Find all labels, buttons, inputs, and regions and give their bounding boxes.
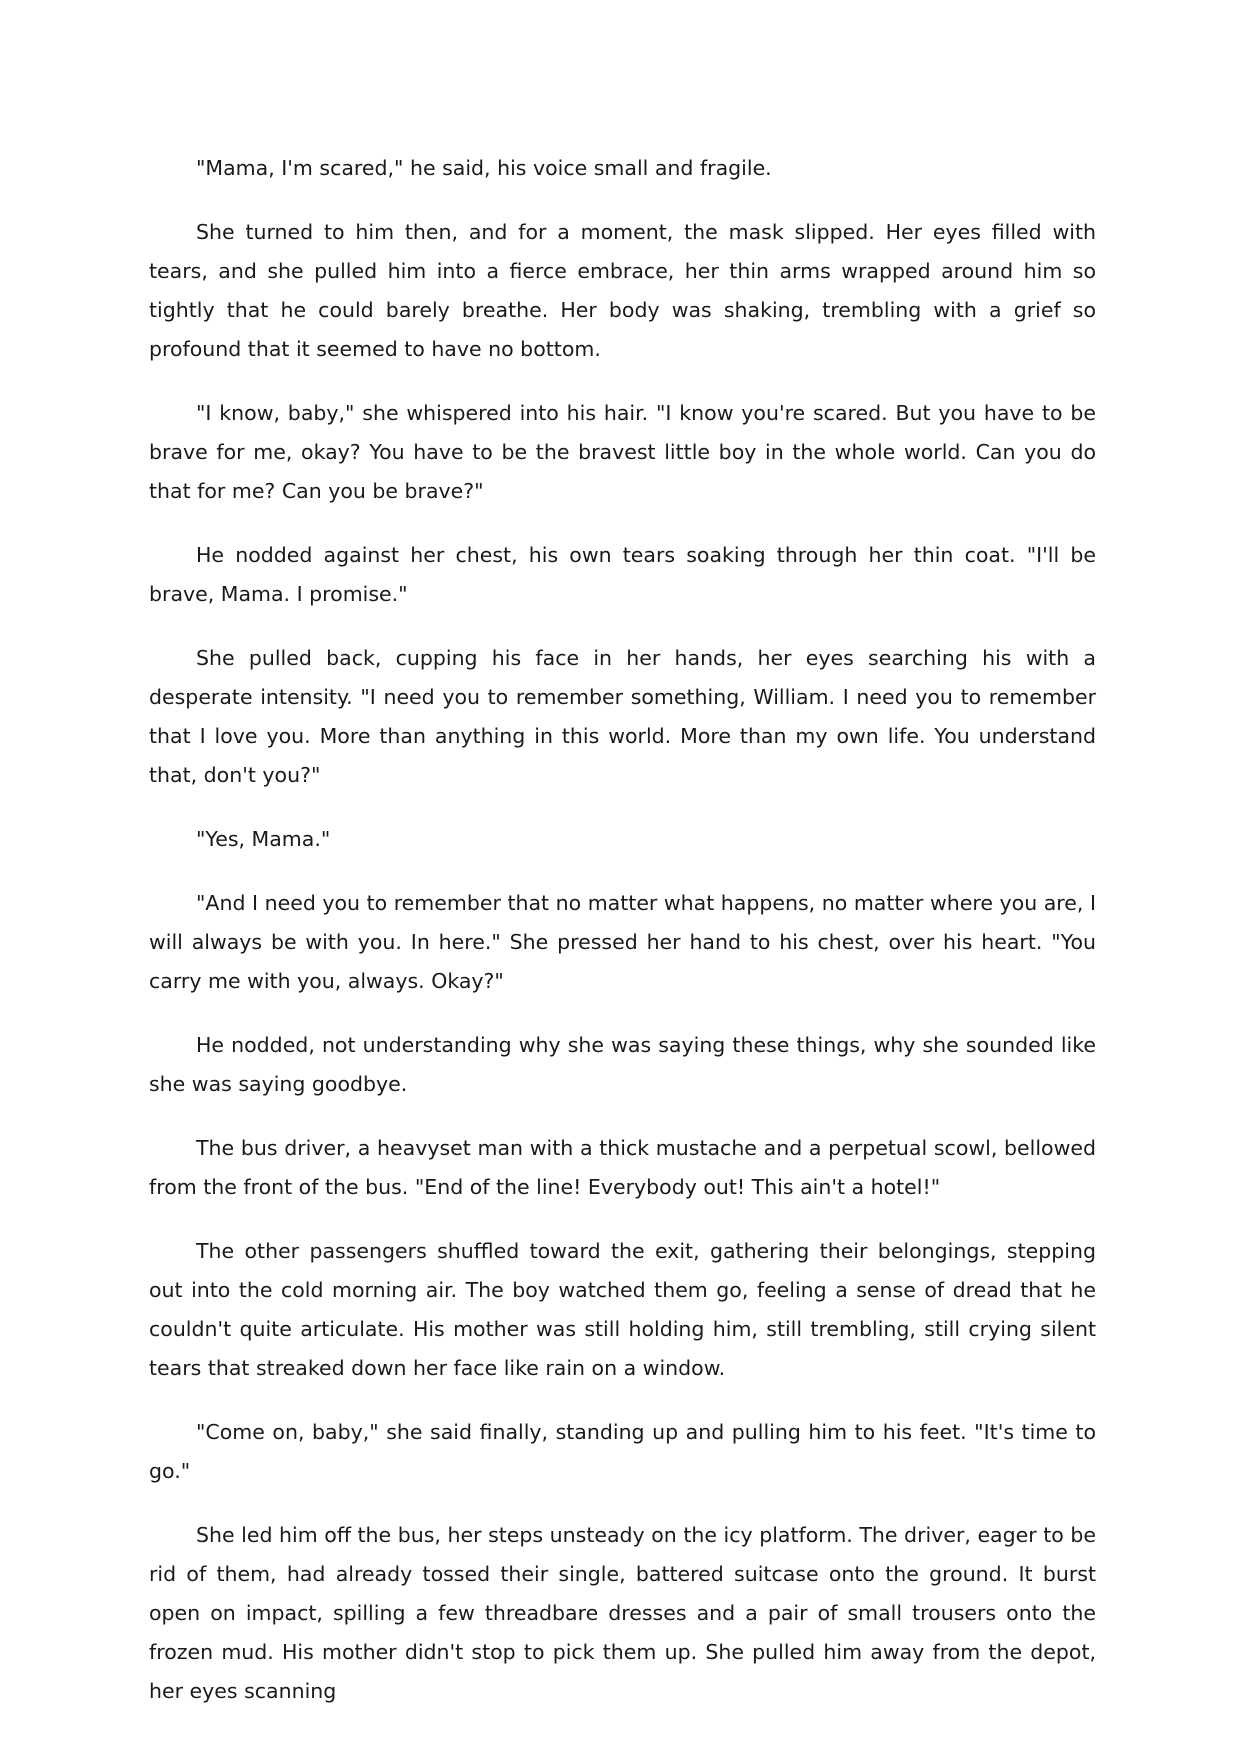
paragraph-10: The other passengers shuffled toward the exit, gathering their belongings, stepping out into the cold morning air. The boy watched them go, feeling a sense of dread that he couldn't quite articulate. His mother was still holding him, still trembling, still crying silent tears that streaked down her face like rain on a window. <box>149 1239 1096 1380</box>
paragraph-7: "And I need you to remember that no matter what happens, no matter where you are, I will always be with you. In here." She pressed her hand to his chest, over his heart. "You carry me with you, always. Okay?" <box>149 891 1096 993</box>
paragraph-2: She turned to him then, and for a moment, the mask slipped. Her eyes filled with tears, and she pulled him into a fierce embrace, her thin arms wrapped around him so tightly that he could barely breathe. Her body was shaking, trembling with a grief so profound that it seemed to have no bottom. <box>149 220 1096 361</box>
paragraph-8: He nodded, not understanding why she was saying these things, why she sounded like she was saying goodbye. <box>149 1033 1096 1096</box>
paragraph-3: "I know, baby," she whispered into his hair. "I know you're scared. But you have to be brave for me, okay? You have to be the bravest little boy in the whole world. Can you do that for me? Can you be brave?" <box>149 401 1096 503</box>
body-text <box>149 149 1096 1711</box>
paragraph-11: "Come on, baby," she said finally, standing up and pulling him to his feet. "It's time to go." <box>149 1420 1096 1483</box>
paragraph-12: She led him off the bus, her steps unsteady on the icy platform. The driver, eager to be rid of them, had already tossed their single, battered suitcase onto the ground. It burst open on impact, spilling a few threadbare dresses and a pair of small trousers onto the frozen mud. His mother didn't stop to pick them up. She pulled him away from the depot, her eyes scanning <box>149 1523 1096 1703</box>
paragraph-6: "Yes, Mama." <box>196 827 331 851</box>
paragraph-1: "Mama, I'm scared," he said, his voice small and fragile. <box>196 156 772 180</box>
paragraph-9: The bus driver, a heavyset man with a thick mustache and a perpetual scowl, bellowed from the front of the bus. "End of the line! Everybody out! This ain't a hotel!" <box>149 1136 1096 1199</box>
paragraph-5: She pulled back, cupping his face in her hands, her eyes searching his with a desperate intensity. "I need you to remember something, William. I need you to remember that I love you. More than anything in this world. More than my own life. You understand that, don't you?" <box>149 646 1096 787</box>
paragraph-4: He nodded against her chest, his own tears soaking through her thin coat. "I'll be brave, Mama. I promise." <box>149 543 1096 606</box>
